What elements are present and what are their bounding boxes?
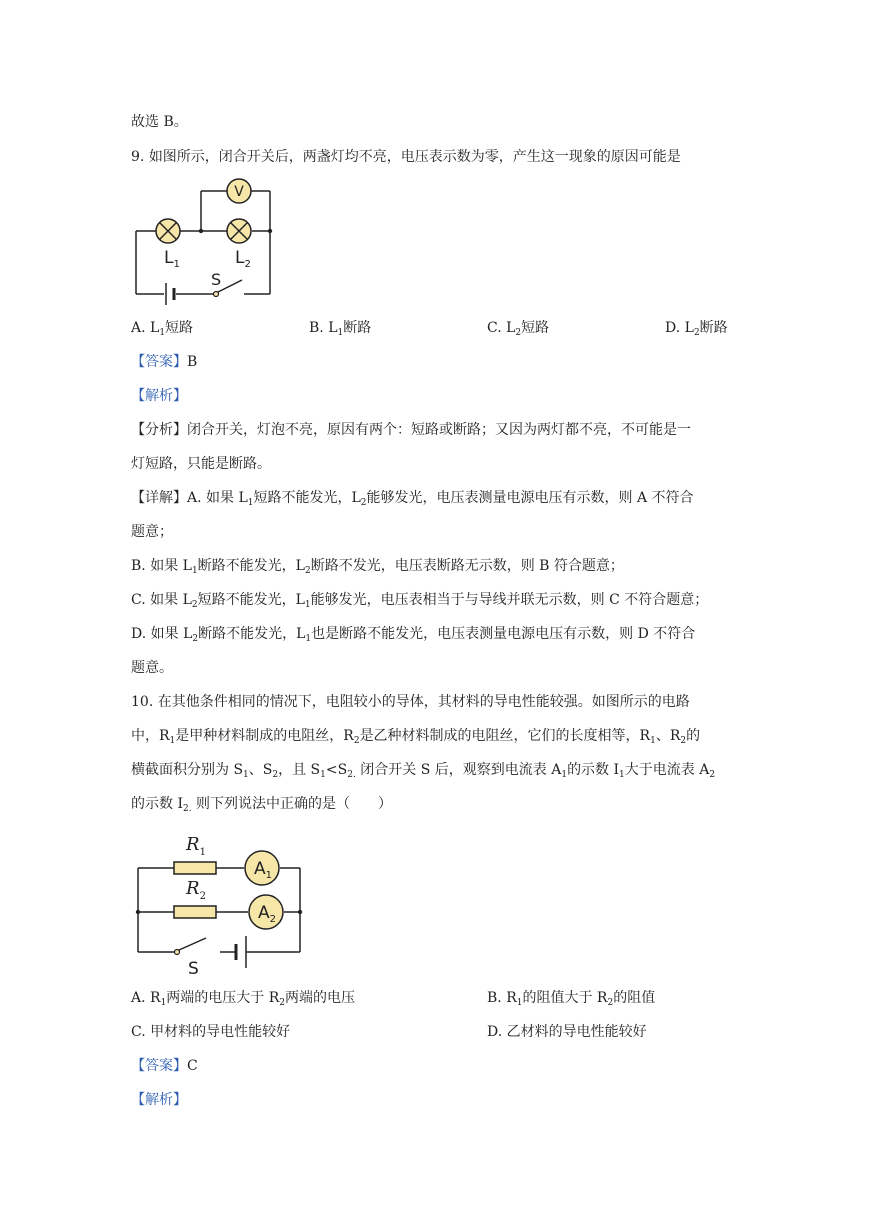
q10-option-c: C. 甲材料的导电性能较好 <box>131 1024 291 1040</box>
answer-tag: 【答案】 <box>131 354 187 370</box>
junction-dot <box>268 229 272 233</box>
q10-stem-line1: 10. 在其他条件相同的情况下，电阻较小的导体，其材料的导电性能较强。如图所示的电路 <box>131 694 690 710</box>
resistor-r1-label: $R_1$ <box>186 834 206 858</box>
q9-analysis-tag: 【解析】 <box>131 388 187 404</box>
lamp-l1-icon <box>156 219 180 243</box>
q9-option-b: B. $L_1$断路 <box>309 320 372 338</box>
resistor-r1-icon <box>174 862 216 874</box>
q9-stem <box>131 147 681 167</box>
q9-option-a: A. $L_1$短路 <box>131 320 194 338</box>
junction-dot <box>298 910 302 914</box>
q9-detail-a-cont: 题意； <box>131 524 173 540</box>
q10-stem-line4: 的示数 $I_{2.}$ 则下列说法中正确的是（ ） <box>131 796 393 814</box>
voltmeter-label: V <box>234 184 244 200</box>
conclusion-text: 故选 B。 <box>131 114 188 130</box>
answer-value: C <box>187 1058 198 1074</box>
q9-fenxi-line1: 【分析】闭合开关，灯泡不亮，原因有两个：短路或断路；又因为两灯都不亮，不可能是一 <box>131 422 691 438</box>
resistor-r2-icon <box>174 906 216 918</box>
q9-stem-text: 如图所示，闭合开关后，两盏灯均不亮，电压表示数为零，产生这一现象的原因可能是 <box>148 149 681 165</box>
junction-dot <box>136 910 140 914</box>
q10-analysis-tag: 【解析】 <box>131 1092 187 1108</box>
q9-option-c: C. $L_2$短路 <box>487 320 550 338</box>
q9-option-d: D. $L_2$断路 <box>665 320 728 338</box>
ammeter-a2-label: $A_2$ <box>258 903 277 925</box>
q10-option-b: B. $R_1$的阻值大于 $R_2$的阻值 <box>487 990 656 1008</box>
q10-option-d: D. 乙材料的导电性能较好 <box>487 1024 647 1040</box>
lamp-l1-label: $L_1$ <box>164 248 180 270</box>
ammeter-a1-label: $A_1$ <box>254 859 273 881</box>
q9-detail-b: B. 如果 $L_1$断路不能发光，$L_2$断路不发光，电压表断路无示数，则 B 符合题意； <box>131 558 624 576</box>
q9-circuit-figure <box>130 175 280 305</box>
resistor-r2-label: $R_2$ <box>186 878 206 902</box>
lamp-l2-icon <box>227 219 251 243</box>
switch-pivot <box>214 292 219 297</box>
q9-number: 9. <box>131 149 145 165</box>
q9-answer <box>131 352 197 372</box>
switch-label: S <box>211 270 222 289</box>
switch-pivot <box>175 950 180 955</box>
q10-answer <box>131 1056 198 1076</box>
q10-option-a: A. $R_1$两端的电压大于 $R_2$两端的电压 <box>131 990 356 1008</box>
lamp-l2-label: $L_2$ <box>235 248 251 270</box>
junction-dot <box>199 229 203 233</box>
q9-detail-c: C. 如果 $L_2$短路不能发光，$L_1$能够发光，电压表相当于与导线并联无示数，则 C 不符合题意； <box>131 592 709 610</box>
q9-detail-d: D. 如果 $L_2$断路不能发光，$L_1$也是断路不能发光，电压表测量电源电压有示数，则 D 不符合 <box>131 626 696 644</box>
q9-detail-d-cont: 题意。 <box>131 660 173 676</box>
switch-label: S <box>188 959 199 978</box>
answer-value: B <box>187 354 198 370</box>
answer-tag: 【答案】 <box>131 1058 187 1074</box>
q9-detail-a: 【详解】A. 如果 $L_1$短路不能发光，$L_2$能够发光，电压表测量电源电压有示数，则 A 不符合 <box>131 490 694 508</box>
q10-stem-line2: 中，$R_1$是甲种材料制成的电阻丝，$R_2$是乙种材料制成的电阻丝，它们的长度相等，$R_1$、$R_2$的 <box>131 728 701 746</box>
q10-stem-line3: 横截面积分别为 $S_1$、$S_2$，且 $S_1<S_{2.}$ 闭合开关 S 后，观察到电流表 $A_1$的示数 $I_1$大于电流表 $A_2$ <box>131 762 716 780</box>
q10-circuit-figure <box>130 828 310 978</box>
q9-fenxi-line2: 灯短路，只能是断路。 <box>131 456 271 472</box>
